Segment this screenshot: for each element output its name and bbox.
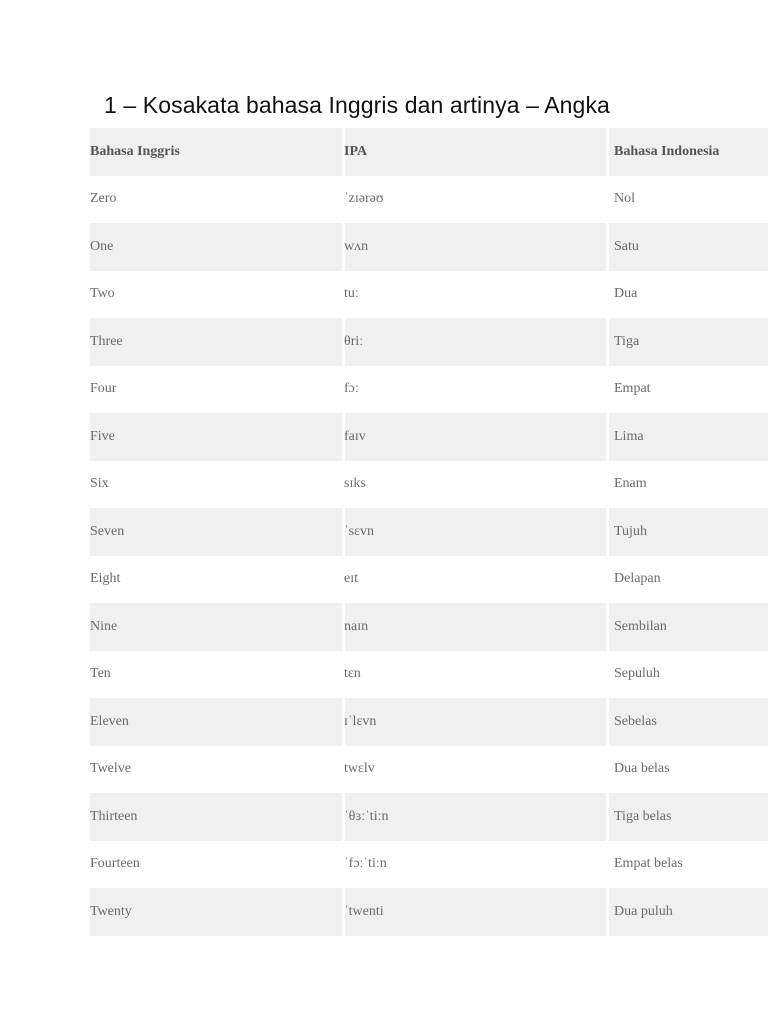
column-header-english: Bahasa Inggris (90, 128, 342, 176)
indonesian-word-cell: Empat belas (606, 841, 768, 889)
english-word-cell: Fourteen (90, 841, 342, 889)
english-word-cell: Eight (90, 556, 342, 604)
english-word-cell: Twenty (90, 888, 342, 936)
ipa-cell: tɛn (342, 651, 606, 699)
ipa-cell: ˈθɜːˈtiːn (342, 793, 606, 841)
indonesian-word-cell: Dua puluh (606, 888, 768, 936)
ipa-cell: faɪv (342, 413, 606, 461)
ipa-cell: ˈsɛvn (342, 508, 606, 556)
indonesian-word-cell: Sebelas (606, 698, 768, 746)
ipa-cell: ˈzɪərəʊ (342, 176, 606, 224)
ipa-cell: ˈtwenti (342, 888, 606, 936)
column-header-ipa: IPA (342, 128, 606, 176)
table-header-row (90, 128, 768, 176)
ipa-cell: ˈfɔːˈtiːn (342, 841, 606, 889)
english-word-cell: Two (90, 271, 342, 319)
table-row (90, 318, 768, 366)
table-row (90, 746, 768, 794)
indonesian-word-cell: Satu (606, 223, 768, 271)
column-header-indonesian: Bahasa Indonesia (606, 128, 768, 176)
table-row (90, 793, 768, 841)
table-row (90, 698, 768, 746)
table-row (90, 556, 768, 604)
indonesian-word-cell: Tiga (606, 318, 768, 366)
ipa-cell: ɪˈlɛvn (342, 698, 606, 746)
indonesian-word-cell: Lima (606, 413, 768, 461)
indonesian-word-cell: Dua (606, 271, 768, 319)
vocabulary-table (90, 128, 768, 936)
ipa-cell: θriː (342, 318, 606, 366)
english-word-cell: Four (90, 366, 342, 414)
table-row (90, 413, 768, 461)
table-row (90, 888, 768, 936)
table-row (90, 603, 768, 651)
indonesian-word-cell: Sepuluh (606, 651, 768, 699)
indonesian-word-cell: Enam (606, 461, 768, 509)
indonesian-word-cell: Delapan (606, 556, 768, 604)
ipa-cell: wʌn (342, 223, 606, 271)
english-word-cell: One (90, 223, 342, 271)
ipa-cell: fɔː (342, 366, 606, 414)
indonesian-word-cell: Tujuh (606, 508, 768, 556)
english-word-cell: Twelve (90, 746, 342, 794)
table-row (90, 841, 768, 889)
page-title: 1 – Kosakata bahasa Inggris dan artinya – Angka (104, 92, 610, 118)
table-row (90, 508, 768, 556)
ipa-cell: sɪks (342, 461, 606, 509)
ipa-cell: naɪn (342, 603, 606, 651)
table-row (90, 461, 768, 509)
table-row (90, 651, 768, 699)
ipa-cell: eɪt (342, 556, 606, 604)
ipa-cell: twɛlv (342, 746, 606, 794)
english-word-cell: Zero (90, 176, 342, 224)
english-word-cell: Five (90, 413, 342, 461)
table-row (90, 271, 768, 319)
indonesian-word-cell: Sembilan (606, 603, 768, 651)
indonesian-word-cell: Dua belas (606, 746, 768, 794)
ipa-cell: tuː (342, 271, 606, 319)
indonesian-word-cell: Tiga belas (606, 793, 768, 841)
indonesian-word-cell: Nol (606, 176, 768, 224)
table-row (90, 366, 768, 414)
indonesian-word-cell: Empat (606, 366, 768, 414)
english-word-cell: Six (90, 461, 342, 509)
english-word-cell: Eleven (90, 698, 342, 746)
english-word-cell: Ten (90, 651, 342, 699)
table-row (90, 176, 768, 224)
english-word-cell: Thirteen (90, 793, 342, 841)
english-word-cell: Nine (90, 603, 342, 651)
english-word-cell: Three (90, 318, 342, 366)
english-word-cell: Seven (90, 508, 342, 556)
table-row (90, 223, 768, 271)
